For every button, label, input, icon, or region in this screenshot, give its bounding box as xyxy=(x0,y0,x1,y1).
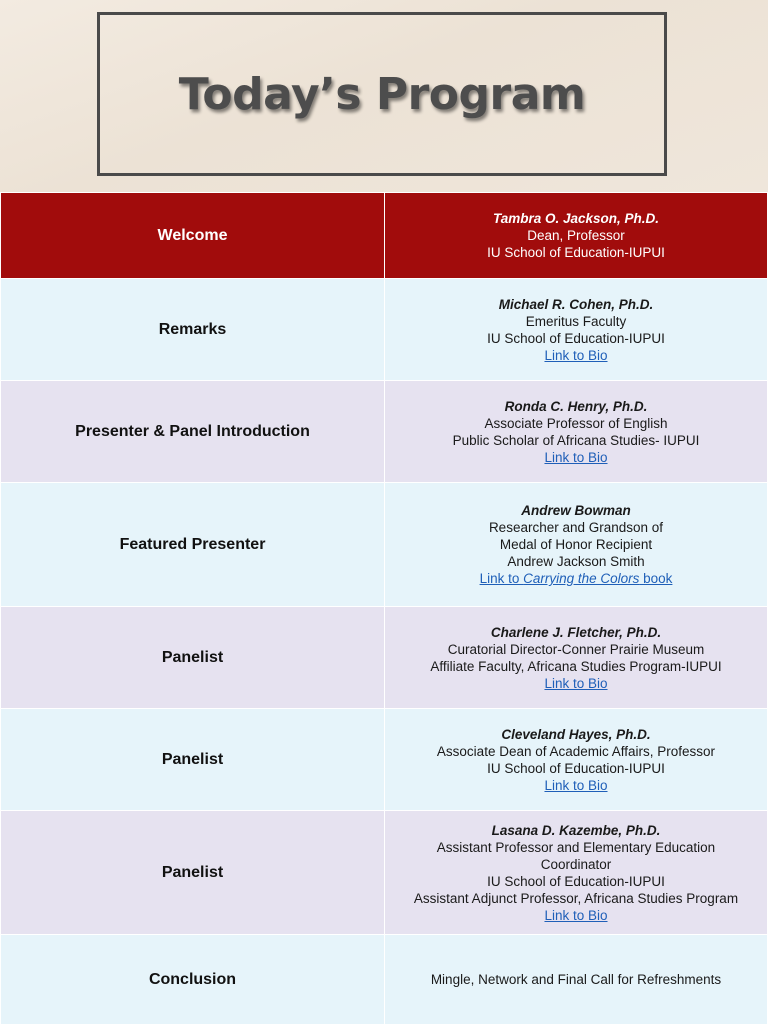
info-line: Mingle, Network and Final Call for Refreshments xyxy=(430,972,722,987)
title-box xyxy=(97,12,667,176)
info-line: Researcher and Grandson of xyxy=(488,520,664,535)
info-line: Associate Dean of Academic Affairs, Professor xyxy=(436,743,716,759)
info-line: Assistant Professor and Elementary Education xyxy=(436,839,716,855)
info-line: Coordinator xyxy=(540,856,612,872)
bio-link[interactable]: Link to Bio xyxy=(544,347,608,363)
role-cell: Welcome xyxy=(1,193,385,279)
role-cell: Conclusion xyxy=(1,935,385,1025)
table-row xyxy=(1,483,768,607)
header xyxy=(0,0,768,192)
info-cell xyxy=(385,607,768,709)
info-line: Public Scholar of Africana Studies- IUPUI xyxy=(452,432,700,448)
info-line: Dean, Professor xyxy=(527,228,625,243)
info-line: IU School of Education-IUPUI xyxy=(487,760,665,776)
info-line: Medal of Honor Recipient xyxy=(499,537,653,552)
program-table xyxy=(0,192,768,1025)
info-line: IU School of Education-IUPUI xyxy=(487,330,665,346)
page-title: Today’s Program xyxy=(178,68,586,120)
role-cell: Remarks xyxy=(1,279,385,381)
info-line: Curatorial Director-Conner Prairie Museum xyxy=(447,641,705,657)
bio-link[interactable]: Link to Bio xyxy=(544,675,608,691)
person-name: Andrew Bowman xyxy=(521,503,631,518)
info-line: IU School of Education-IUPUI xyxy=(487,873,665,889)
info-cell xyxy=(385,279,768,381)
table-row xyxy=(1,193,768,279)
role-cell: Presenter & Panel Introduction xyxy=(1,381,385,483)
role-cell: Panelist xyxy=(1,607,385,709)
info-line: Assistant Adjunct Professor, Africana Studies Program xyxy=(413,890,739,906)
info-line: Emeritus Faculty xyxy=(525,313,627,329)
role-cell: Featured Presenter xyxy=(1,483,385,607)
info-cell xyxy=(385,193,768,279)
bio-link[interactable]: Link to Bio xyxy=(544,907,608,923)
role-cell: Panelist xyxy=(1,709,385,811)
bio-link[interactable]: Link to Bio xyxy=(544,449,608,465)
info-cell xyxy=(385,381,768,483)
table-row xyxy=(1,381,768,483)
info-line: Associate Professor of English xyxy=(484,415,668,431)
info-cell xyxy=(385,811,768,935)
table-row xyxy=(1,935,768,1025)
info-cell xyxy=(385,935,768,1025)
person-name: Tambra O. Jackson, Ph.D. xyxy=(492,211,660,226)
person-name: Cleveland Hayes, Ph.D. xyxy=(501,726,651,742)
book-link[interactable]: Link to Carrying the Colors book xyxy=(479,571,673,586)
info-cell xyxy=(385,483,768,607)
table-row xyxy=(1,709,768,811)
table-row xyxy=(1,811,768,935)
table-row xyxy=(1,607,768,709)
info-line: IU School of Education-IUPUI xyxy=(487,245,665,260)
table-row xyxy=(1,279,768,381)
person-name: Michael R. Cohen, Ph.D. xyxy=(498,296,654,312)
person-name: Ronda C. Henry, Ph.D. xyxy=(504,398,648,414)
person-name: Lasana D. Kazembe, Ph.D. xyxy=(491,822,661,838)
bio-link[interactable]: Link to Bio xyxy=(544,777,608,793)
role-cell: Panelist xyxy=(1,811,385,935)
person-name: Charlene J. Fletcher, Ph.D. xyxy=(490,624,662,640)
info-line: Affiliate Faculty, Africana Studies Program-IUPUI xyxy=(430,658,722,674)
info-line: Andrew Jackson Smith xyxy=(507,554,645,569)
info-cell xyxy=(385,709,768,811)
